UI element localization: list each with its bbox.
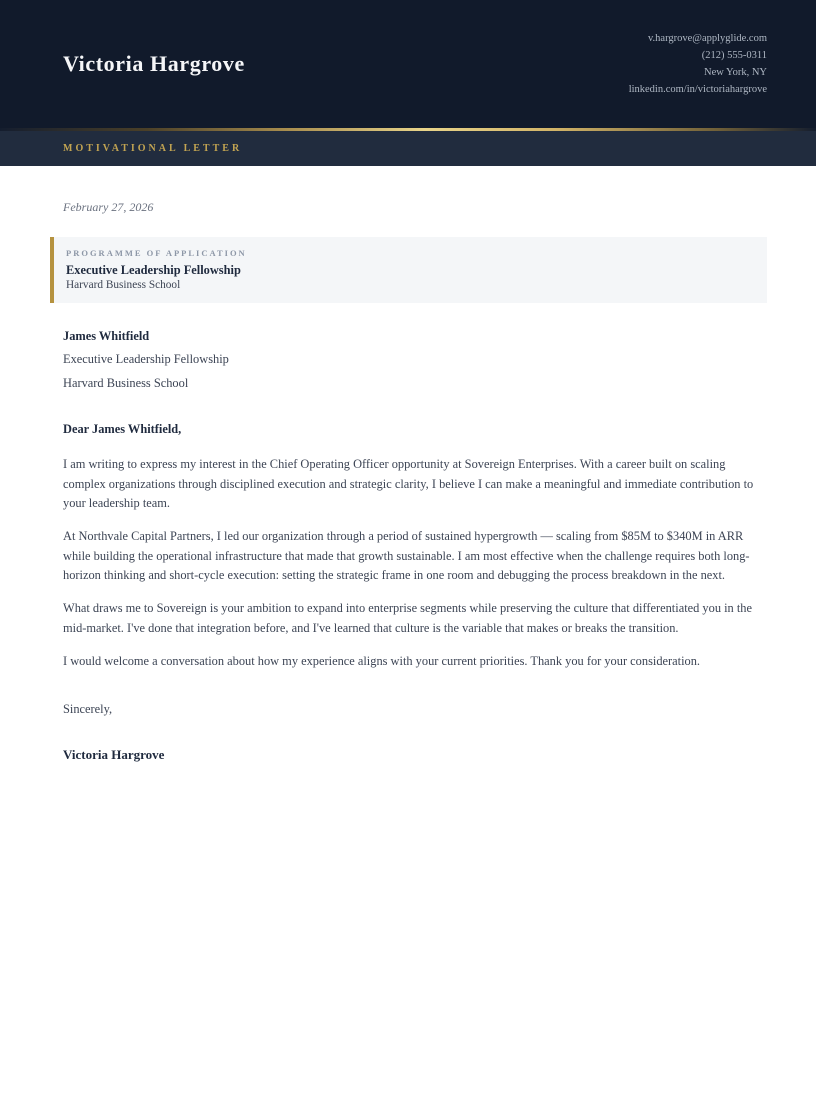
recipient-institution: Harvard Business School bbox=[63, 376, 189, 390]
paragraph-2: At Northvale Capital Partners, I led our organization through a period of sustained hypergrowth — scaling from $85M to $340M in ARR while building the operational infrastructure that made that growth sustainable. I am most effective when the challenge requires both long-horizon thinking and short-cycle execution: setting the strategic frame in one room and debugging the process breakdown in the next. bbox=[63, 529, 750, 582]
closing: Sincerely, bbox=[63, 702, 113, 716]
contact-location: New York, NY bbox=[703, 67, 767, 78]
section-title: MOTIVATIONAL LETTER bbox=[63, 143, 243, 154]
programme-callout bbox=[50, 237, 767, 303]
letterhead bbox=[0, 0, 816, 128]
recipient-programme: Executive Leadership Fellowship bbox=[63, 352, 229, 366]
programme-label: PROGRAMME OF APPLICATION bbox=[66, 248, 247, 258]
recipient-name: James Whitfield bbox=[63, 329, 150, 343]
salutation: Dear James Whitfield, bbox=[63, 422, 182, 436]
contact-phone: (212) 555-0311 bbox=[701, 50, 767, 61]
paragraph-1: I am writing to express my interest in the Chief Operating Officer opportunity at Sovereign Enterprises. With a career built on scaling complex organizations through disciplined execution and strategic clarity, I believe I can make a meaningful and immediate contribution to your leadership team. bbox=[63, 457, 754, 510]
contact-email: v.hargrove@applyglide.com bbox=[647, 33, 767, 44]
letter-body bbox=[0, 166, 816, 763]
paragraph-3: What draws me to Sovereign is your ambition to expand into enterprise segments while preserving the culture that differentiated you in the mid-market. I've done that integration before, and I've learned that culture is the variable that makes or breaks the transition. bbox=[63, 601, 752, 635]
applicant-name: Victoria Hargrove bbox=[63, 51, 245, 76]
programme-institution: Harvard Business School bbox=[66, 279, 181, 291]
recipient-block bbox=[63, 329, 767, 392]
programme-title: Executive Leadership Fellowship bbox=[66, 263, 241, 277]
letter-date: February 27, 2026 bbox=[63, 200, 154, 214]
contact-block bbox=[629, 30, 767, 98]
section-banner bbox=[0, 131, 816, 166]
letter-paragraphs bbox=[63, 455, 767, 671]
paragraph-4: I would welcome a conversation about how my experience aligns with your current priorities. Thank you for your consideration. bbox=[63, 653, 701, 668]
contact-linkedin: linkedin.com/in/victoriahargrove bbox=[628, 84, 767, 95]
signature-name: Victoria Hargrove bbox=[63, 747, 165, 762]
